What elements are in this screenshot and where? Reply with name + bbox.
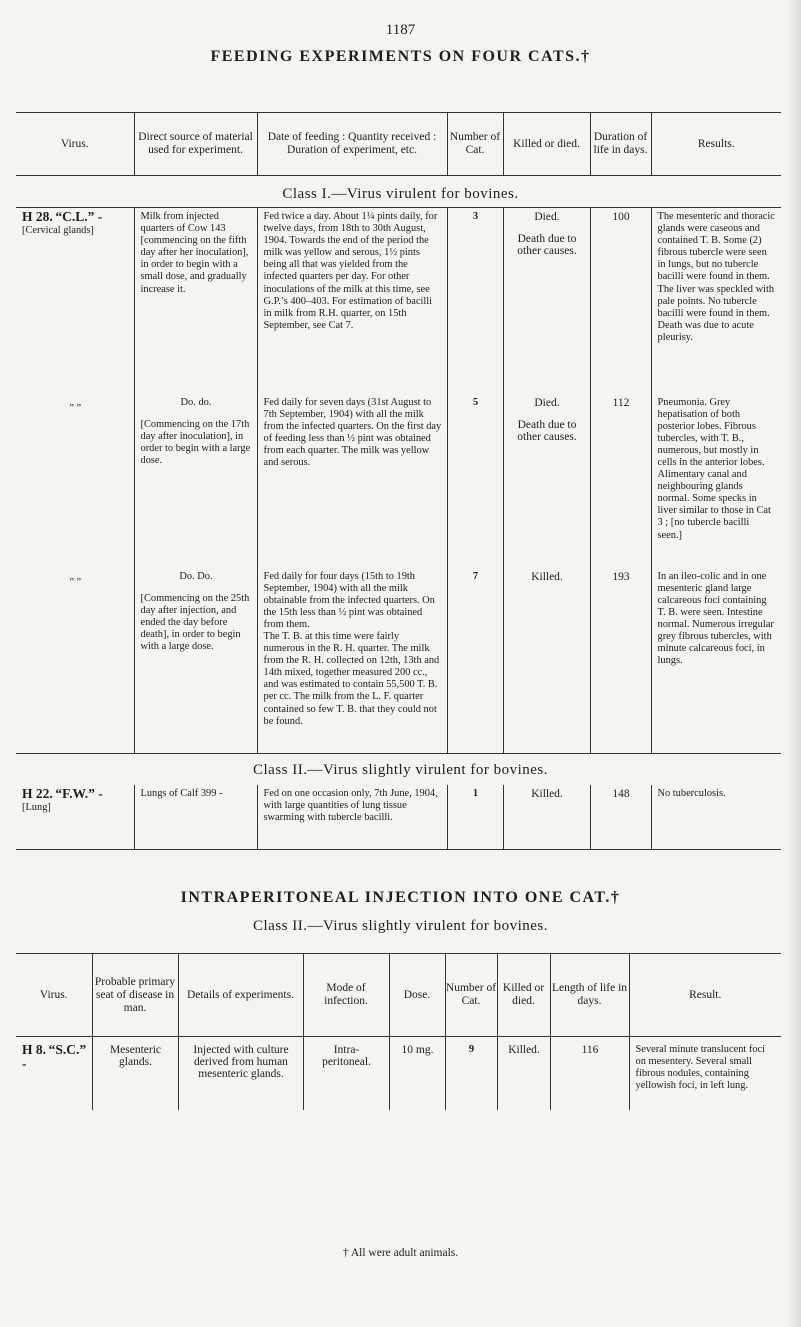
table-row	[16, 785, 781, 849]
page-number: 1187	[385, 22, 416, 38]
table-row	[16, 394, 781, 568]
source-detail: [Commencing on the 25th day after injection, and ended the day before death], in order to begin with a large dose.	[140, 592, 250, 652]
header-duration: Duration of life in days.	[590, 113, 651, 176]
killed-note: Death due to other causes.	[517, 418, 577, 443]
seat-cell: Mesenteric glands.	[92, 1036, 178, 1110]
virus-id: H 8.	[22, 1042, 47, 1057]
feeding-table-class-2	[16, 785, 781, 850]
footnote: † All were adult animals.	[342, 1247, 459, 1259]
header-seat: Probable primary seat of disease in man.	[92, 954, 178, 1037]
feeding-part-b: The T. B. at this time were fairly numerous in the R. H. quarter. The milk from the R. H. collected on 12th, 13th and 14th mixed, together measured 200 cc., and was estimated to contain 55,500 T. B. per cc. The milk from the L. F. quarter contained so few T. B. that they could not be found.	[263, 630, 440, 727]
header-mode: Mode of infection.	[303, 954, 389, 1037]
duration-cell: 148	[590, 785, 651, 849]
class-2-label: Class II.—Virus slightly virulent for bovines.	[253, 762, 548, 778]
source-detail: [Commencing on the 17th day after inoculation], in order to begin with a large dose.	[140, 418, 251, 466]
source-cell	[134, 394, 257, 568]
title-feeding-experiments: FEEDING EXPERIMENTS ON FOUR CATS.†	[210, 48, 591, 65]
killed-note: Death due to other causes.	[517, 233, 577, 258]
header-killed: Killed or died.	[503, 113, 590, 176]
header-number: Number of Cat.	[445, 954, 497, 1037]
header-source: Direct source of material used for experiment.	[134, 113, 257, 176]
feeding-cell	[257, 568, 447, 754]
header-virus: Virus.	[16, 954, 92, 1037]
virus-id: „ „	[16, 568, 134, 754]
virus-id: H 28.	[22, 209, 53, 224]
mode-cell: Intra-peritoneal.	[303, 1036, 389, 1110]
virus-name: “F.W.” -	[55, 786, 103, 801]
feeding-table-header	[16, 112, 781, 176]
virus-cell	[16, 1036, 92, 1110]
feeding-part-a: Fed daily for four days (15th to 19th September, 1904) with all the milk obtainable from the infected quarters. On the 15th less than ½ pint was obtained from them.	[263, 570, 435, 630]
killed-cell	[503, 394, 590, 568]
dose-cell: 10 mg.	[389, 1036, 445, 1110]
source-ditto: Do. do.	[180, 396, 212, 408]
header-length: Length of life in days.	[550, 954, 629, 1037]
title-intraperitoneal: INTRAPERITONEAL INJECTION INTO ONE CAT.†	[180, 889, 621, 906]
injection-table-body	[16, 1036, 781, 1110]
header-feeding: Date of feeding : Quantity received : Duration of experiment, etc.	[257, 113, 447, 176]
source-cell: Lungs of Calf 399 -	[134, 785, 257, 849]
results-cell: Pneumonia. Grey hepatisation of both posterior lobes. Fibrous tubercles, with T. B., numerous, but mostly in cells in the anterior lobes. Alimentary canal and neighbouring glands normal. Some specks in liver similar to those in Cat 3 ; [no tubercle bacilli seen.]	[651, 394, 781, 568]
source-cell	[134, 568, 257, 754]
result-cell: Several minute translucent foci on mesentery. Several small fibrous nodules, containing yellowish foci, in left lung.	[629, 1036, 781, 1110]
source-ditto: Do. Do.	[179, 570, 213, 582]
killed-cell: Killed.	[497, 1036, 550, 1110]
table-row	[16, 208, 781, 394]
cat-number: 5	[447, 394, 503, 568]
virus-sub: [Lung]	[22, 802, 51, 814]
header-result: Result.	[629, 954, 781, 1037]
class-2b-label: Class II.—Virus slightly virulent for bovines.	[253, 918, 548, 934]
details-cell: Injected with culture derived from human mesenteric glands.	[178, 1036, 303, 1110]
table-row	[16, 1036, 781, 1110]
virus-sub: [Cervical glands]	[22, 225, 94, 237]
class-1-label: Class I.—Virus virulent for bovines.	[282, 186, 519, 202]
virus-name: “S.C.” -	[22, 1042, 87, 1072]
header-number: Number of Cat.	[447, 113, 503, 176]
virus-cell	[16, 208, 134, 394]
cat-number: 7	[447, 568, 503, 754]
results-cell: No tuberculosis.	[651, 785, 781, 849]
killed-status: Died.	[534, 211, 560, 223]
duration-cell: 112	[590, 394, 651, 568]
injection-table-header	[16, 953, 781, 1037]
header-virus: Virus.	[16, 113, 134, 176]
header-killed: Killed or died.	[497, 954, 550, 1037]
length-cell: 116	[550, 1036, 629, 1110]
header-dose: Dose.	[389, 954, 445, 1037]
virus-name: “C.L.” -	[55, 209, 103, 224]
results-cell: The mesenteric and thoracic glands were caseous and contained T. B. Some (2) fibrous tubercle were seen in lungs, but no tubercle bacilli were found in them. The liver was speckled with pale points. No tubercle bacilli were found in them. Death was due to acute pleurisy.	[651, 208, 781, 394]
duration-cell: 100	[590, 208, 651, 394]
source-cell: Milk from injected quarters of Cow 143 [commencing on the fifth day after her inoculation], in order to begin with a small dose, and gradually increase it.	[134, 208, 257, 394]
duration-cell: 193	[590, 568, 651, 754]
header-details: Details of experiments.	[178, 954, 303, 1037]
virus-cell	[16, 785, 134, 849]
table-row	[16, 568, 781, 754]
cat-number: 9	[445, 1036, 497, 1110]
killed-cell: Killed.	[503, 568, 590, 754]
killed-status: Died.	[534, 396, 560, 409]
cat-number: 3	[447, 208, 503, 394]
killed-cell: Killed.	[503, 785, 590, 849]
feeding-cell: Fed twice a day. About 1¼ pints daily, for twelve days, from 18th to 30th August, 1904. Towards the end of the period the milk was yellow and serous, 1½ pints being all that was yielded from the infected quarters per day. For other inoculations of the milk at this time, see G.P.’s 400–403. For estimation of bacilli in milk from R.H. quarter, on 15th September, see Cat 7.	[257, 208, 447, 394]
virus-id: H 22.	[22, 786, 53, 801]
cat-number: 1	[447, 785, 503, 849]
feeding-cell: Fed daily for seven days (31st August to 7th September, 1904) with all the milk from the infected quarters. On the first day of feeding less than ½ pint was obtained from each quarter. The milk was yellow and serous.	[257, 394, 447, 568]
feeding-table-class-1	[16, 207, 781, 754]
feeding-cell: Fed on one occasion only, 7th June, 1904, with large quantities of lung tissue swarming with tubercle bacilli.	[257, 785, 447, 849]
virus-id: „ „	[69, 396, 82, 408]
header-results: Results.	[651, 113, 781, 176]
killed-cell	[503, 208, 590, 394]
results-cell: In an ileo-colic and in one mesenteric gland large calcareous foci containing T. B. were seen. Intestine normal. Numerous irregular grey fibrous tubercles, with minute calcareous foci, in lungs.	[651, 568, 781, 754]
